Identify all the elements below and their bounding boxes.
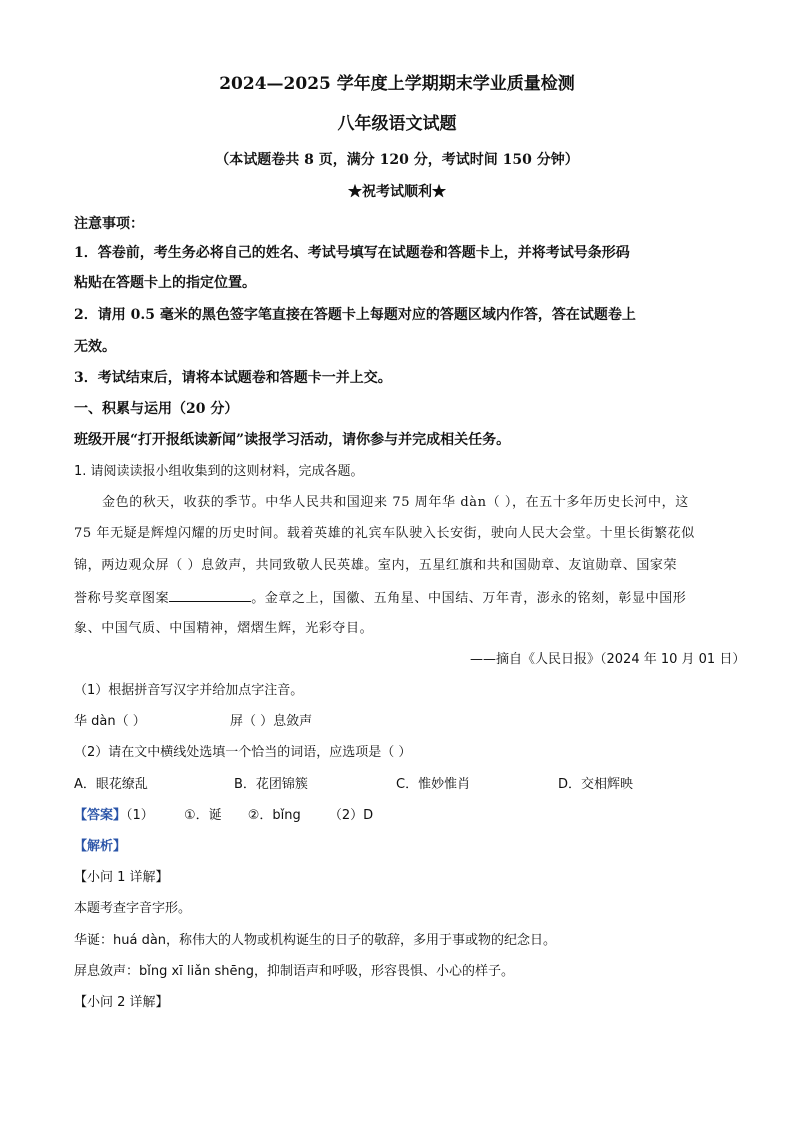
section-heading: 一、积累与运用（20 分） [74, 401, 239, 417]
passage-line: 金色的秋天，收获的季节。中华人民共和国迎来 75 周年华 dàn（ ），在五十多年历史长河中，这 [102, 495, 689, 510]
fill-blank [169, 587, 251, 602]
option-b: B．花团锦簇 [234, 777, 308, 792]
passage-text: 。金章之上，国徽、五角星、中国结、万年青，澎永的铭刻，彰显中国形 [251, 591, 687, 606]
answer-line [74, 806, 373, 826]
analysis-sub1-tag: 【小问 1 详解】 [74, 870, 169, 885]
passage-line: 75 年无疑是辉煌闪耀的历史时间。载着英雄的礼宾车队驶入长安街，驶向人民大会堂。十里长街繁花似 [74, 526, 695, 541]
passage-line: 锦，两边观众屏（ ）息敛声，共同致敬人民英雄。室内，五星红旗和共和国勋章、友谊勋章、国家荣 [74, 558, 678, 573]
analysis-tag: 【解析】 [74, 839, 127, 854]
answer-part1: （1） [126, 808, 154, 823]
notice-item: 无效。 [74, 339, 116, 355]
option-a: A．眼花缭乱 [74, 777, 148, 792]
passage-source: ——摘自《人民日报》（2024 年 10 月 01 日） [470, 652, 746, 667]
analysis-sub1-line2: 屏息敛声：bǐng xī liǎn shēng，抑制语声和呼吸，形容畏惧、小心的样子。 [74, 964, 514, 979]
fill-item-b: 屏（ ）息敛声 [230, 714, 313, 729]
passage-line: 象、中国气质、中国精神，熠熠生辉，光彩夺目。 [74, 621, 374, 636]
answer-1: ①．诞 [183, 808, 222, 823]
answer-2: ②．bǐng [247, 808, 301, 823]
passage-text: 誉称号奖章图案 [74, 591, 170, 606]
option-d: D．交相辉映 [558, 777, 634, 792]
notice-heading: 注意事项： [74, 216, 144, 232]
fill-item-a: 华 dàn（ ） [74, 714, 146, 729]
passage-line-with-blank [74, 587, 686, 609]
exam-info: （本试题卷共 8 页，满分 120 分，考试时间 150 分钟） [215, 152, 579, 168]
notice-item: 1．答卷前，考生务必将自己的姓名、考试号填写在试题卷和答题卡上，并将考试号条形码 [74, 245, 630, 261]
question-1-1: （1）根据拼音写汉字并给加点字注音。 [74, 683, 304, 698]
answer-tag: 【答案】 [74, 808, 127, 823]
question-1-2: （2）请在文中横线处选填一个恰当的词语，应选项是（ ） [74, 745, 412, 760]
option-c: C．惟妙惟肖 [396, 777, 471, 792]
answer-part2: （2）D [328, 808, 374, 823]
blessing: ★祝考试顺利★ [348, 184, 446, 200]
analysis-sub1-line1: 华诞：huá dàn，称伟大的人物或机构诞生的日子的敬辞，多用于事或物的纪念日。 [74, 933, 557, 948]
notice-item: 粘贴在答题卡上的指定位置。 [74, 275, 256, 291]
section-task: 班级开展“打开报纸读新闻”读报学习活动，请你参与并完成相关任务。 [74, 432, 511, 448]
exam-title: 2024—2025 学年度上学期期末学业质量检测 [219, 74, 575, 94]
notice-item: 2．请用 0.5 毫米的黑色签字笔直接在答题卡上每题对应的答题区域内作答，答在试题卷上 [74, 307, 636, 323]
notice-item: 3．考试结束后，请将本试题卷和答题卡一并上交。 [74, 370, 392, 386]
exam-subtitle: 八年级语文试题 [337, 114, 457, 134]
question-1-intro: 1. 请阅读读报小组收集到的这则材料，完成各题。 [74, 464, 364, 479]
analysis-sub2-tag: 【小问 2 详解】 [74, 995, 169, 1010]
analysis-sub1-intro: 本题考查字音字形。 [74, 901, 192, 916]
